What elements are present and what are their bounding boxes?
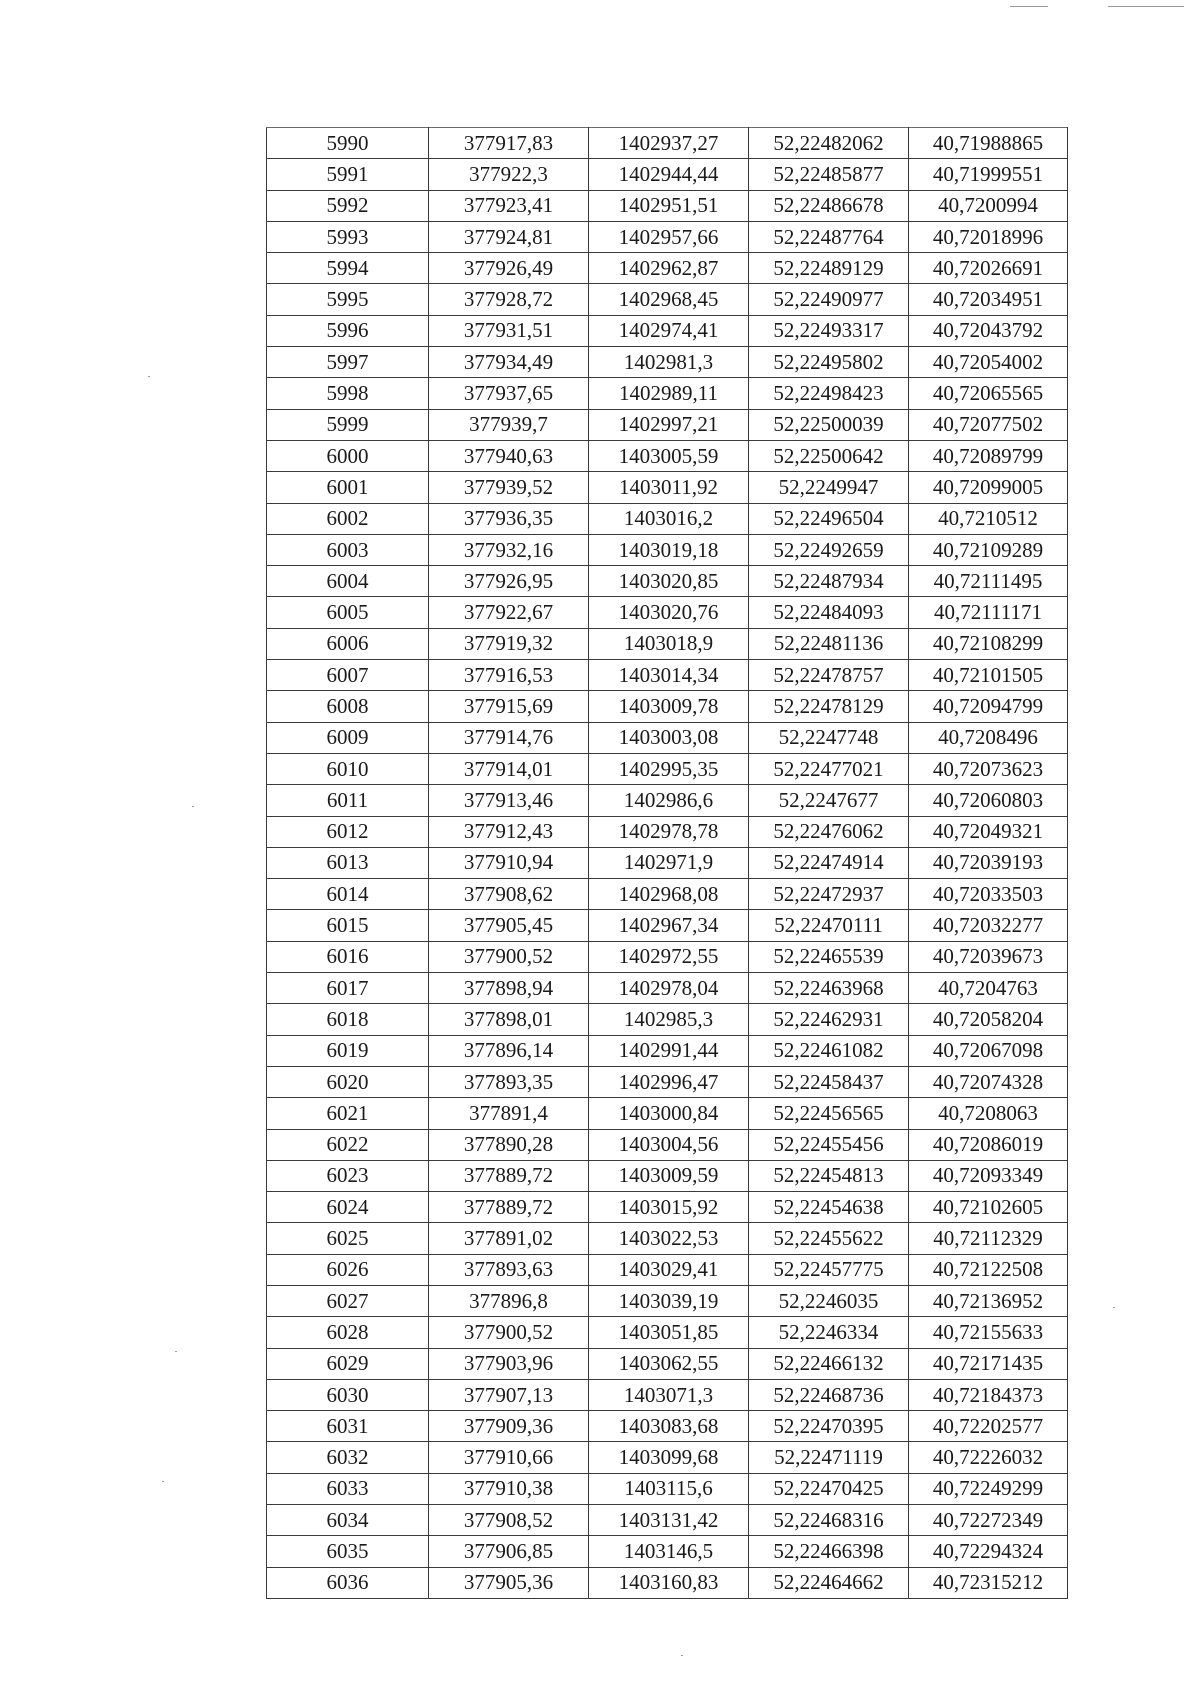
y-coordinate-cell: 1403022,53 bbox=[589, 1223, 749, 1254]
scan-speck bbox=[1010, 6, 1048, 7]
y-coordinate-cell: 1402951,51 bbox=[589, 190, 749, 221]
latitude-cell: 52,22455456 bbox=[749, 1129, 909, 1160]
x-coordinate-cell: 377919,32 bbox=[429, 628, 589, 659]
y-coordinate-cell: 1402968,08 bbox=[589, 879, 749, 910]
y-coordinate-cell: 1403004,56 bbox=[589, 1129, 749, 1160]
point-number-cell: 6010 bbox=[267, 753, 429, 784]
table-row bbox=[267, 253, 1068, 284]
x-coordinate-cell: 377913,46 bbox=[429, 785, 589, 816]
longitude-cell: 40,72043792 bbox=[909, 315, 1068, 346]
latitude-cell: 52,22484093 bbox=[749, 597, 909, 628]
y-coordinate-cell: 1402997,21 bbox=[589, 409, 749, 440]
longitude-cell: 40,72111171 bbox=[909, 597, 1068, 628]
x-coordinate-cell: 377940,63 bbox=[429, 440, 589, 471]
table-row bbox=[267, 1004, 1068, 1035]
longitude-cell: 40,72074328 bbox=[909, 1066, 1068, 1097]
longitude-cell: 40,72060803 bbox=[909, 785, 1068, 816]
x-coordinate-cell: 377908,52 bbox=[429, 1505, 589, 1536]
y-coordinate-cell: 1403099,68 bbox=[589, 1442, 749, 1473]
y-coordinate-cell: 1402978,04 bbox=[589, 973, 749, 1004]
latitude-cell: 52,22470425 bbox=[749, 1473, 909, 1504]
table-row bbox=[267, 1442, 1068, 1473]
longitude-cell: 40,72171435 bbox=[909, 1348, 1068, 1379]
table-row bbox=[267, 847, 1068, 878]
latitude-cell: 52,22470111 bbox=[749, 910, 909, 941]
point-number-cell: 6006 bbox=[267, 628, 429, 659]
point-number-cell: 6018 bbox=[267, 1004, 429, 1035]
longitude-cell: 40,72034951 bbox=[909, 284, 1068, 315]
table-row bbox=[267, 1411, 1068, 1442]
point-number-cell: 6025 bbox=[267, 1223, 429, 1254]
x-coordinate-cell: 377910,94 bbox=[429, 847, 589, 878]
point-number-cell: 6009 bbox=[267, 722, 429, 753]
point-number-cell: 6026 bbox=[267, 1254, 429, 1285]
x-coordinate-cell: 377889,72 bbox=[429, 1160, 589, 1191]
y-coordinate-cell: 1402962,87 bbox=[589, 253, 749, 284]
latitude-cell: 52,22461082 bbox=[749, 1035, 909, 1066]
latitude-cell: 52,22500642 bbox=[749, 440, 909, 471]
longitude-cell: 40,72049321 bbox=[909, 816, 1068, 847]
longitude-cell: 40,72054002 bbox=[909, 347, 1068, 378]
x-coordinate-cell: 377903,96 bbox=[429, 1348, 589, 1379]
table-row bbox=[267, 503, 1068, 534]
table-row bbox=[267, 190, 1068, 221]
table-row bbox=[267, 722, 1068, 753]
x-coordinate-cell: 377905,36 bbox=[429, 1567, 589, 1598]
latitude-cell: 52,22493317 bbox=[749, 315, 909, 346]
latitude-cell: 52,22468316 bbox=[749, 1505, 909, 1536]
point-number-cell: 6013 bbox=[267, 847, 429, 878]
point-number-cell: 6033 bbox=[267, 1473, 429, 1504]
x-coordinate-cell: 377896,14 bbox=[429, 1035, 589, 1066]
y-coordinate-cell: 1402971,9 bbox=[589, 847, 749, 878]
x-coordinate-cell: 377922,3 bbox=[429, 159, 589, 190]
longitude-cell: 40,72155633 bbox=[909, 1317, 1068, 1348]
y-coordinate-cell: 1403062,55 bbox=[589, 1348, 749, 1379]
scan-speck bbox=[162, 1481, 164, 1482]
x-coordinate-cell: 377926,95 bbox=[429, 566, 589, 597]
point-number-cell: 6002 bbox=[267, 503, 429, 534]
latitude-cell: 52,22498423 bbox=[749, 378, 909, 409]
y-coordinate-cell: 1403019,18 bbox=[589, 534, 749, 565]
y-coordinate-cell: 1402972,55 bbox=[589, 941, 749, 972]
longitude-cell: 40,71999551 bbox=[909, 159, 1068, 190]
point-number-cell: 6036 bbox=[267, 1567, 429, 1598]
table-row bbox=[267, 816, 1068, 847]
point-number-cell: 6014 bbox=[267, 879, 429, 910]
table-row bbox=[267, 1192, 1068, 1223]
point-number-cell: 6012 bbox=[267, 816, 429, 847]
longitude-cell: 40,72294324 bbox=[909, 1536, 1068, 1567]
x-coordinate-cell: 377896,8 bbox=[429, 1285, 589, 1316]
table-row bbox=[267, 1536, 1068, 1567]
y-coordinate-cell: 1403131,42 bbox=[589, 1505, 749, 1536]
x-coordinate-cell: 377908,62 bbox=[429, 879, 589, 910]
x-coordinate-cell: 377909,36 bbox=[429, 1411, 589, 1442]
x-coordinate-cell: 377932,16 bbox=[429, 534, 589, 565]
point-number-cell: 5991 bbox=[267, 159, 429, 190]
longitude-cell: 40,72086019 bbox=[909, 1129, 1068, 1160]
longitude-cell: 40,72033503 bbox=[909, 879, 1068, 910]
y-coordinate-cell: 1402991,44 bbox=[589, 1035, 749, 1066]
latitude-cell: 52,22485877 bbox=[749, 159, 909, 190]
y-coordinate-cell: 1402981,3 bbox=[589, 347, 749, 378]
latitude-cell: 52,22463968 bbox=[749, 973, 909, 1004]
table-row bbox=[267, 1066, 1068, 1097]
longitude-cell: 40,72058204 bbox=[909, 1004, 1068, 1035]
point-number-cell: 5999 bbox=[267, 409, 429, 440]
longitude-cell: 40,72026691 bbox=[909, 253, 1068, 284]
latitude-cell: 52,22489129 bbox=[749, 253, 909, 284]
longitude-cell: 40,72122508 bbox=[909, 1254, 1068, 1285]
latitude-cell: 52,22466132 bbox=[749, 1348, 909, 1379]
longitude-cell: 40,72111495 bbox=[909, 566, 1068, 597]
x-coordinate-cell: 377914,76 bbox=[429, 722, 589, 753]
longitude-cell: 40,7208496 bbox=[909, 722, 1068, 753]
table-row bbox=[267, 347, 1068, 378]
point-number-cell: 5997 bbox=[267, 347, 429, 378]
longitude-cell: 40,72073623 bbox=[909, 753, 1068, 784]
y-coordinate-cell: 1403003,08 bbox=[589, 722, 749, 753]
table-row bbox=[267, 1223, 1068, 1254]
table-row bbox=[267, 1098, 1068, 1129]
y-coordinate-cell: 1402937,27 bbox=[589, 128, 749, 159]
longitude-cell: 40,72102605 bbox=[909, 1192, 1068, 1223]
y-coordinate-cell: 1403009,59 bbox=[589, 1160, 749, 1191]
x-coordinate-cell: 377923,41 bbox=[429, 190, 589, 221]
x-coordinate-cell: 377910,66 bbox=[429, 1442, 589, 1473]
table-row bbox=[267, 534, 1068, 565]
point-number-cell: 6028 bbox=[267, 1317, 429, 1348]
latitude-cell: 52,22486678 bbox=[749, 190, 909, 221]
x-coordinate-cell: 377934,49 bbox=[429, 347, 589, 378]
table-row bbox=[267, 315, 1068, 346]
point-number-cell: 6003 bbox=[267, 534, 429, 565]
coordinates-table bbox=[266, 127, 1068, 1599]
point-number-cell: 6015 bbox=[267, 910, 429, 941]
point-number-cell: 6019 bbox=[267, 1035, 429, 1066]
y-coordinate-cell: 1402944,44 bbox=[589, 159, 749, 190]
table-row bbox=[267, 660, 1068, 691]
table-row bbox=[267, 941, 1068, 972]
table-row bbox=[267, 284, 1068, 315]
y-coordinate-cell: 1402968,45 bbox=[589, 284, 749, 315]
latitude-cell: 52,22478129 bbox=[749, 691, 909, 722]
x-coordinate-cell: 377889,72 bbox=[429, 1192, 589, 1223]
x-coordinate-cell: 377891,02 bbox=[429, 1223, 589, 1254]
x-coordinate-cell: 377912,43 bbox=[429, 816, 589, 847]
table-row bbox=[267, 597, 1068, 628]
table-row bbox=[267, 879, 1068, 910]
x-coordinate-cell: 377914,01 bbox=[429, 753, 589, 784]
point-number-cell: 6029 bbox=[267, 1348, 429, 1379]
latitude-cell: 52,22470395 bbox=[749, 1411, 909, 1442]
x-coordinate-cell: 377926,49 bbox=[429, 253, 589, 284]
y-coordinate-cell: 1403005,59 bbox=[589, 440, 749, 471]
longitude-cell: 40,7204763 bbox=[909, 973, 1068, 1004]
longitude-cell: 40,7210512 bbox=[909, 503, 1068, 534]
point-number-cell: 6030 bbox=[267, 1379, 429, 1410]
table-row bbox=[267, 472, 1068, 503]
table-row bbox=[267, 221, 1068, 252]
y-coordinate-cell: 1403014,34 bbox=[589, 660, 749, 691]
table-row bbox=[267, 628, 1068, 659]
x-coordinate-cell: 377900,52 bbox=[429, 1317, 589, 1348]
point-number-cell: 6021 bbox=[267, 1098, 429, 1129]
y-coordinate-cell: 1403000,84 bbox=[589, 1098, 749, 1129]
y-coordinate-cell: 1403020,76 bbox=[589, 597, 749, 628]
latitude-cell: 52,22471119 bbox=[749, 1442, 909, 1473]
x-coordinate-cell: 377907,13 bbox=[429, 1379, 589, 1410]
y-coordinate-cell: 1402974,41 bbox=[589, 315, 749, 346]
table-row bbox=[267, 159, 1068, 190]
x-coordinate-cell: 377922,67 bbox=[429, 597, 589, 628]
latitude-cell: 52,22454638 bbox=[749, 1192, 909, 1223]
y-coordinate-cell: 1403020,85 bbox=[589, 566, 749, 597]
x-coordinate-cell: 377916,53 bbox=[429, 660, 589, 691]
latitude-cell: 52,22482062 bbox=[749, 128, 909, 159]
latitude-cell: 52,22458437 bbox=[749, 1066, 909, 1097]
latitude-cell: 52,22457775 bbox=[749, 1254, 909, 1285]
y-coordinate-cell: 1403029,41 bbox=[589, 1254, 749, 1285]
table-row bbox=[267, 440, 1068, 471]
scan-speck bbox=[148, 376, 150, 377]
point-number-cell: 6011 bbox=[267, 785, 429, 816]
x-coordinate-cell: 377906,85 bbox=[429, 1536, 589, 1567]
latitude-cell: 52,22464662 bbox=[749, 1567, 909, 1598]
table-row bbox=[267, 910, 1068, 941]
longitude-cell: 40,72315212 bbox=[909, 1567, 1068, 1598]
table-row bbox=[267, 1379, 1068, 1410]
scan-speck bbox=[1113, 1307, 1115, 1308]
longitude-cell: 40,72089799 bbox=[909, 440, 1068, 471]
longitude-cell: 40,72136952 bbox=[909, 1285, 1068, 1316]
y-coordinate-cell: 1402996,47 bbox=[589, 1066, 749, 1097]
longitude-cell: 40,72065565 bbox=[909, 378, 1068, 409]
x-coordinate-cell: 377893,35 bbox=[429, 1066, 589, 1097]
table-row bbox=[267, 753, 1068, 784]
latitude-cell: 52,22481136 bbox=[749, 628, 909, 659]
table-row bbox=[267, 566, 1068, 597]
point-number-cell: 6027 bbox=[267, 1285, 429, 1316]
latitude-cell: 52,22454813 bbox=[749, 1160, 909, 1191]
y-coordinate-cell: 1403083,68 bbox=[589, 1411, 749, 1442]
x-coordinate-cell: 377936,35 bbox=[429, 503, 589, 534]
point-number-cell: 6016 bbox=[267, 941, 429, 972]
longitude-cell: 40,72099005 bbox=[909, 472, 1068, 503]
table-row bbox=[267, 1317, 1068, 1348]
x-coordinate-cell: 377917,83 bbox=[429, 128, 589, 159]
longitude-cell: 40,72039193 bbox=[909, 847, 1068, 878]
point-number-cell: 6022 bbox=[267, 1129, 429, 1160]
point-number-cell: 6007 bbox=[267, 660, 429, 691]
y-coordinate-cell: 1402978,78 bbox=[589, 816, 749, 847]
point-number-cell: 5992 bbox=[267, 190, 429, 221]
y-coordinate-cell: 1402989,11 bbox=[589, 378, 749, 409]
y-coordinate-cell: 1402995,35 bbox=[589, 753, 749, 784]
x-coordinate-cell: 377890,28 bbox=[429, 1129, 589, 1160]
x-coordinate-cell: 377898,01 bbox=[429, 1004, 589, 1035]
point-number-cell: 6024 bbox=[267, 1192, 429, 1223]
table-row bbox=[267, 1473, 1068, 1504]
scan-speck bbox=[192, 806, 194, 807]
y-coordinate-cell: 1403051,85 bbox=[589, 1317, 749, 1348]
table-row bbox=[267, 1285, 1068, 1316]
y-coordinate-cell: 1403146,5 bbox=[589, 1536, 749, 1567]
point-number-cell: 6034 bbox=[267, 1505, 429, 1536]
y-coordinate-cell: 1402985,3 bbox=[589, 1004, 749, 1035]
point-number-cell: 6020 bbox=[267, 1066, 429, 1097]
x-coordinate-cell: 377891,4 bbox=[429, 1098, 589, 1129]
table-row bbox=[267, 128, 1068, 159]
point-number-cell: 5993 bbox=[267, 221, 429, 252]
x-coordinate-cell: 377905,45 bbox=[429, 910, 589, 941]
longitude-cell: 40,7208063 bbox=[909, 1098, 1068, 1129]
longitude-cell: 40,72184373 bbox=[909, 1379, 1068, 1410]
coordinates-table-body bbox=[267, 128, 1068, 1599]
latitude-cell: 52,22466398 bbox=[749, 1536, 909, 1567]
x-coordinate-cell: 377898,94 bbox=[429, 973, 589, 1004]
latitude-cell: 52,2249947 bbox=[749, 472, 909, 503]
latitude-cell: 52,22496504 bbox=[749, 503, 909, 534]
x-coordinate-cell: 377910,38 bbox=[429, 1473, 589, 1504]
point-number-cell: 6004 bbox=[267, 566, 429, 597]
latitude-cell: 52,22492659 bbox=[749, 534, 909, 565]
y-coordinate-cell: 1403011,92 bbox=[589, 472, 749, 503]
x-coordinate-cell: 377924,81 bbox=[429, 221, 589, 252]
x-coordinate-cell: 377937,65 bbox=[429, 378, 589, 409]
latitude-cell: 52,2246334 bbox=[749, 1317, 909, 1348]
longitude-cell: 40,71988865 bbox=[909, 128, 1068, 159]
longitude-cell: 40,72109289 bbox=[909, 534, 1068, 565]
latitude-cell: 52,22476062 bbox=[749, 816, 909, 847]
y-coordinate-cell: 1403160,83 bbox=[589, 1567, 749, 1598]
latitude-cell: 52,22462931 bbox=[749, 1004, 909, 1035]
table-row bbox=[267, 1160, 1068, 1191]
table-row bbox=[267, 1348, 1068, 1379]
latitude-cell: 52,22472937 bbox=[749, 879, 909, 910]
point-number-cell: 6005 bbox=[267, 597, 429, 628]
point-number-cell: 6017 bbox=[267, 973, 429, 1004]
longitude-cell: 40,72249299 bbox=[909, 1473, 1068, 1504]
longitude-cell: 40,72018996 bbox=[909, 221, 1068, 252]
y-coordinate-cell: 1403016,2 bbox=[589, 503, 749, 534]
longitude-cell: 40,72112329 bbox=[909, 1223, 1068, 1254]
longitude-cell: 40,72094799 bbox=[909, 691, 1068, 722]
scan-speck bbox=[681, 1655, 683, 1656]
table-row bbox=[267, 1254, 1068, 1285]
longitude-cell: 40,72101505 bbox=[909, 660, 1068, 691]
table-row bbox=[267, 1505, 1068, 1536]
table-row bbox=[267, 1035, 1068, 1066]
latitude-cell: 52,22477021 bbox=[749, 753, 909, 784]
point-number-cell: 5990 bbox=[267, 128, 429, 159]
y-coordinate-cell: 1403071,3 bbox=[589, 1379, 749, 1410]
y-coordinate-cell: 1402986,6 bbox=[589, 785, 749, 816]
table-row bbox=[267, 409, 1068, 440]
longitude-cell: 40,72032277 bbox=[909, 910, 1068, 941]
point-number-cell: 6000 bbox=[267, 440, 429, 471]
table-row bbox=[267, 1567, 1068, 1598]
y-coordinate-cell: 1402957,66 bbox=[589, 221, 749, 252]
latitude-cell: 52,22487934 bbox=[749, 566, 909, 597]
scan-speck bbox=[1108, 6, 1184, 7]
point-number-cell: 6031 bbox=[267, 1411, 429, 1442]
scan-speck bbox=[175, 1351, 177, 1352]
longitude-cell: 40,72272349 bbox=[909, 1505, 1068, 1536]
y-coordinate-cell: 1403018,9 bbox=[589, 628, 749, 659]
x-coordinate-cell: 377939,52 bbox=[429, 472, 589, 503]
point-number-cell: 6008 bbox=[267, 691, 429, 722]
y-coordinate-cell: 1403015,92 bbox=[589, 1192, 749, 1223]
latitude-cell: 52,22455622 bbox=[749, 1223, 909, 1254]
point-number-cell: 5995 bbox=[267, 284, 429, 315]
longitude-cell: 40,72093349 bbox=[909, 1160, 1068, 1191]
latitude-cell: 52,22487764 bbox=[749, 221, 909, 252]
latitude-cell: 52,2246035 bbox=[749, 1285, 909, 1316]
x-coordinate-cell: 377900,52 bbox=[429, 941, 589, 972]
point-number-cell: 6032 bbox=[267, 1442, 429, 1473]
latitude-cell: 52,22465539 bbox=[749, 941, 909, 972]
latitude-cell: 52,22456565 bbox=[749, 1098, 909, 1129]
point-number-cell: 6023 bbox=[267, 1160, 429, 1191]
longitude-cell: 40,72067098 bbox=[909, 1035, 1068, 1066]
point-number-cell: 5994 bbox=[267, 253, 429, 284]
y-coordinate-cell: 1403039,19 bbox=[589, 1285, 749, 1316]
y-coordinate-cell: 1402967,34 bbox=[589, 910, 749, 941]
point-number-cell: 5998 bbox=[267, 378, 429, 409]
longitude-cell: 40,7200994 bbox=[909, 190, 1068, 221]
latitude-cell: 52,22478757 bbox=[749, 660, 909, 691]
latitude-cell: 52,22468736 bbox=[749, 1379, 909, 1410]
latitude-cell: 52,22474914 bbox=[749, 847, 909, 878]
table-row bbox=[267, 1129, 1068, 1160]
table-row bbox=[267, 973, 1068, 1004]
longitude-cell: 40,72039673 bbox=[909, 941, 1068, 972]
latitude-cell: 52,22490977 bbox=[749, 284, 909, 315]
table-row bbox=[267, 691, 1068, 722]
x-coordinate-cell: 377893,63 bbox=[429, 1254, 589, 1285]
y-coordinate-cell: 1403009,78 bbox=[589, 691, 749, 722]
point-number-cell: 6035 bbox=[267, 1536, 429, 1567]
latitude-cell: 52,2247677 bbox=[749, 785, 909, 816]
latitude-cell: 52,2247748 bbox=[749, 722, 909, 753]
longitude-cell: 40,72077502 bbox=[909, 409, 1068, 440]
longitude-cell: 40,72226032 bbox=[909, 1442, 1068, 1473]
point-number-cell: 6001 bbox=[267, 472, 429, 503]
x-coordinate-cell: 377928,72 bbox=[429, 284, 589, 315]
table-row bbox=[267, 378, 1068, 409]
latitude-cell: 52,22495802 bbox=[749, 347, 909, 378]
x-coordinate-cell: 377939,7 bbox=[429, 409, 589, 440]
point-number-cell: 5996 bbox=[267, 315, 429, 346]
y-coordinate-cell: 1403115,6 bbox=[589, 1473, 749, 1504]
x-coordinate-cell: 377931,51 bbox=[429, 315, 589, 346]
table-row bbox=[267, 785, 1068, 816]
x-coordinate-cell: 377915,69 bbox=[429, 691, 589, 722]
longitude-cell: 40,72202577 bbox=[909, 1411, 1068, 1442]
longitude-cell: 40,72108299 bbox=[909, 628, 1068, 659]
latitude-cell: 52,22500039 bbox=[749, 409, 909, 440]
